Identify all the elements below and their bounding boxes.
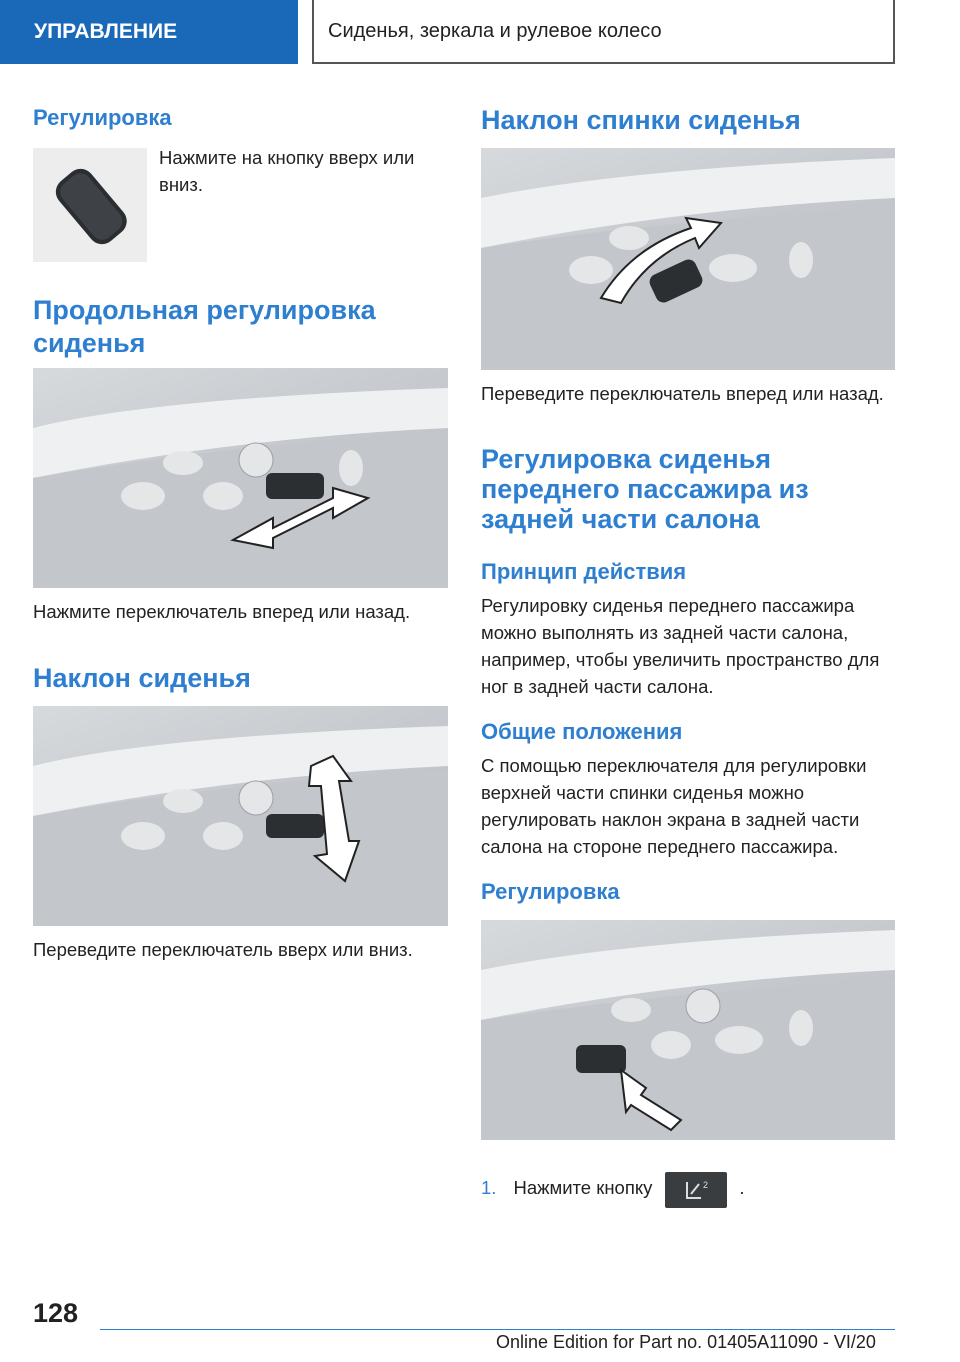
step1-number: 1.	[481, 1177, 497, 1199]
longitudinal-text: Нажмите переключатель вперед или назад.	[33, 601, 411, 622]
seat-switch-up-down-illustration	[33, 706, 448, 926]
backrest-section	[481, 104, 895, 137]
principle-heading: Принцип действия	[481, 559, 687, 584]
tilt-photo	[33, 706, 448, 926]
footer-divider	[100, 1329, 895, 1330]
tilt-heading: Наклон сиденья	[33, 663, 251, 693]
principle-section	[481, 558, 895, 700]
step1-row	[481, 1172, 895, 1208]
longitudinal-heading: Продольная регулировка сиденья	[33, 295, 376, 358]
svg-text:2: 2	[702, 1180, 708, 1190]
backrest-text-block	[481, 380, 895, 407]
step1-suffix: .	[739, 1177, 745, 1199]
longitudinal-photo	[33, 368, 448, 588]
seat-rear-adjust-button-icon	[665, 1172, 727, 1208]
chapter-title: Сиденья, зеркала и рулевое колесо	[312, 0, 895, 64]
tilt-section	[33, 662, 448, 695]
section-tab: УПРАВЛЕНИЕ	[0, 0, 298, 64]
step1-text: Нажмите кнопку	[513, 1177, 653, 1199]
adjust2-section	[481, 878, 895, 906]
backrest-switch-illustration	[481, 148, 895, 370]
backrest-heading: Наклон спинки сиденья	[481, 105, 801, 135]
adjust-text: Нажмите на кнопку вверх или вниз.	[159, 147, 415, 195]
tilt-text-block	[33, 936, 448, 963]
general-text: С помощью переключателя для регулировки верхней части спинки сиденья можно регулировать наклон экрана в задней части салона на стороне переднего пассажира.	[481, 755, 867, 857]
backrest-text: Переведите переключатель вперед или назад.	[481, 383, 884, 404]
backrest-photo	[481, 148, 895, 370]
page-number: 128	[33, 1298, 79, 1328]
adjust-section	[33, 104, 448, 132]
adjust-text-block	[159, 144, 429, 198]
seat-switch-forward-back-illustration	[33, 368, 448, 588]
rear-adjust-heading: Регулировка сиденья переднего пассажира из задней части салона	[481, 444, 809, 534]
general-section	[481, 718, 895, 860]
longitudinal-text-block	[33, 598, 448, 625]
principle-text: Регулировку сиденья переднего пассажира можно выполнять из задней части салона, например, чтобы увеличить пространство для ног в задней части салона.	[481, 595, 880, 697]
footer-edition: Online Edition for Part no. 01405A11090 - VI/20	[496, 1332, 876, 1352]
rear-adjust-section	[481, 444, 901, 534]
rear-adjust-photo	[481, 920, 895, 1140]
tilt-text: Переведите переключатель вверх или вниз.	[33, 939, 413, 960]
rear-adjust-button-illustration	[481, 920, 895, 1140]
longitudinal-section	[33, 294, 448, 360]
adjust2-heading: Регулировка	[481, 879, 620, 904]
adjust-button-photo	[33, 148, 147, 262]
adjust-heading: Регулировка	[33, 105, 172, 130]
general-heading: Общие положения	[481, 719, 683, 744]
seat-button-icon	[33, 148, 147, 262]
